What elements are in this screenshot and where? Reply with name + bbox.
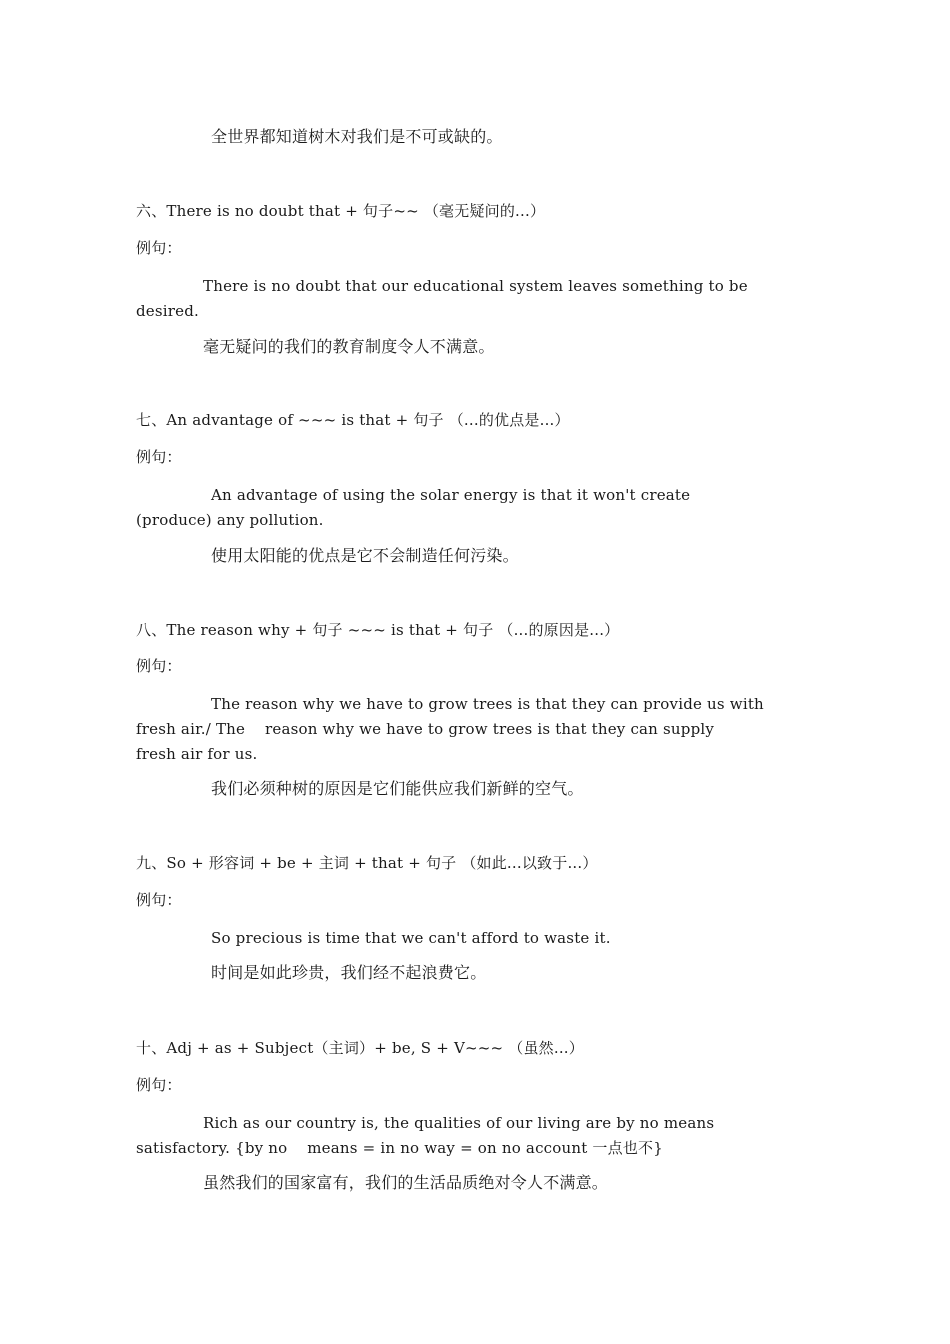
example-chinese-translation: 虽然我们的国家富有，我们的生活品质绝对令人不满意。 xyxy=(203,1173,609,1192)
example-label: 例句： xyxy=(136,1076,182,1094)
example-english-line: desired. xyxy=(136,302,199,320)
intro-translation: 全世界都知道树木对我们是不可或缺的。 xyxy=(211,127,503,146)
example-label: 例句： xyxy=(136,239,182,257)
example-label: 例句： xyxy=(136,891,182,909)
section-heading: 六、There is no doubt that + 句子~~ （毫无疑问的...） xyxy=(136,202,546,220)
example-english-line: (produce) any pollution. xyxy=(136,511,324,529)
example-chinese-translation: 我们必须种树的原因是它们能供应我们新鲜的空气。 xyxy=(211,779,584,798)
section-heading: 九、So + 形容词 + be + 主词 + that + 句子 （如此...以致于...） xyxy=(136,854,598,872)
section-heading: 七、An advantage of ~~~ is that + 句子 （...的优点是...） xyxy=(136,411,570,429)
example-english-line: So precious is time that we can't afford to waste it. xyxy=(211,929,611,947)
section-heading: 八、The reason why + 句子 ~~~ is that + 句子 （...的原因是...） xyxy=(136,621,620,639)
example-label: 例句： xyxy=(136,448,182,466)
example-english-line: There is no doubt that our educational system leaves something to be xyxy=(203,277,748,295)
example-label: 例句： xyxy=(136,657,182,675)
example-english-line: The reason why we have to grow trees is that they can provide us with xyxy=(211,695,764,713)
section-heading: 十、Adj + as + Subject（主词）+ be, S + V~~~ （虽然...） xyxy=(136,1039,584,1057)
example-chinese-translation: 毫无疑问的我们的教育制度令人不满意。 xyxy=(203,337,495,356)
example-chinese-translation: 使用太阳能的优点是它不会制造任何污染。 xyxy=(211,546,519,565)
example-english-line: An advantage of using the solar energy is that it won't create xyxy=(211,486,691,504)
example-chinese-translation: 时间是如此珍贵，我们经不起浪费它。 xyxy=(211,963,487,982)
example-english-line: fresh air./ The reason why we have to grow trees is that they can supply xyxy=(136,720,715,738)
example-english-line: fresh air for us. xyxy=(136,745,258,763)
example-english-line: Rich as our country is, the qualities of our living are by no means xyxy=(203,1114,715,1132)
example-english-line: satisfactory. {by no means = in no way = on no account 一点也不} xyxy=(136,1139,663,1157)
